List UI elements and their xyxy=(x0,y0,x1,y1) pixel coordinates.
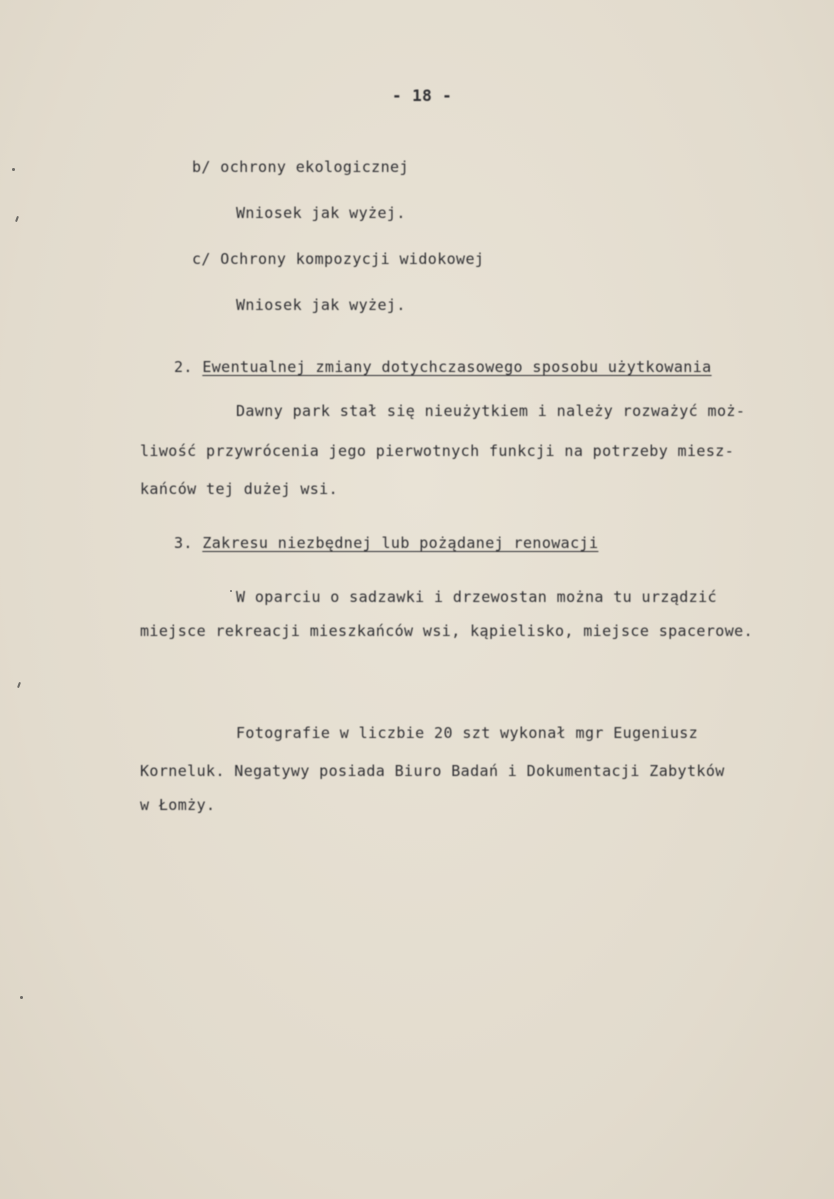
section-2-line-2: liwość przywrócenia jego pierwotnych funkcji na potrzeby miesz- xyxy=(140,442,735,460)
section-2-number: 2. xyxy=(174,358,193,376)
section-c-title: c/ Ochrony kompozycji widokowej xyxy=(192,250,485,268)
scan-speck xyxy=(12,168,15,171)
section-b-title: b/ ochrony ekologicznej xyxy=(192,158,409,176)
section-c-note: Wniosek jak wyżej. xyxy=(236,296,406,314)
section-2-line-1: Dawny park stał się nieużytkiem i należy rozważyć moż- xyxy=(236,402,746,420)
section-3-heading xyxy=(174,534,598,552)
photo-note-line-2: Korneluk. Negatywy posiada Biuro Badań i Dokumentacji Zabytków xyxy=(140,762,725,780)
section-3-line-2: miejsce rekreacji mieszkańców wsi, kąpielisko, miejsce spacerowe. xyxy=(140,622,753,640)
scan-speck xyxy=(17,682,21,688)
photo-note-line-3: w Łomży. xyxy=(140,796,216,814)
section-3-line-1: W oparciu o sadzawki i drzewostan można tu urządzić xyxy=(236,588,717,606)
section-2-title: Ewentualnej zmiany dotychczasowego sposobu użytkowania xyxy=(202,358,712,376)
page-number: - 18 - xyxy=(392,86,453,105)
section-2-line-3: kańców tej dużej wsi. xyxy=(140,480,339,498)
section-3-number: 3. xyxy=(174,534,193,552)
section-3-title: Zakresu niezbędnej lub pożądanej renowacji xyxy=(202,534,599,552)
section-2-heading xyxy=(174,358,712,376)
scan-speck xyxy=(15,216,19,222)
scan-speck xyxy=(20,996,23,999)
scan-speck xyxy=(230,590,232,592)
photo-note-line-1: Fotografie w liczbie 20 szt wykonał mgr Eugeniusz xyxy=(236,724,699,742)
section-b-note: Wniosek jak wyżej. xyxy=(236,204,406,222)
